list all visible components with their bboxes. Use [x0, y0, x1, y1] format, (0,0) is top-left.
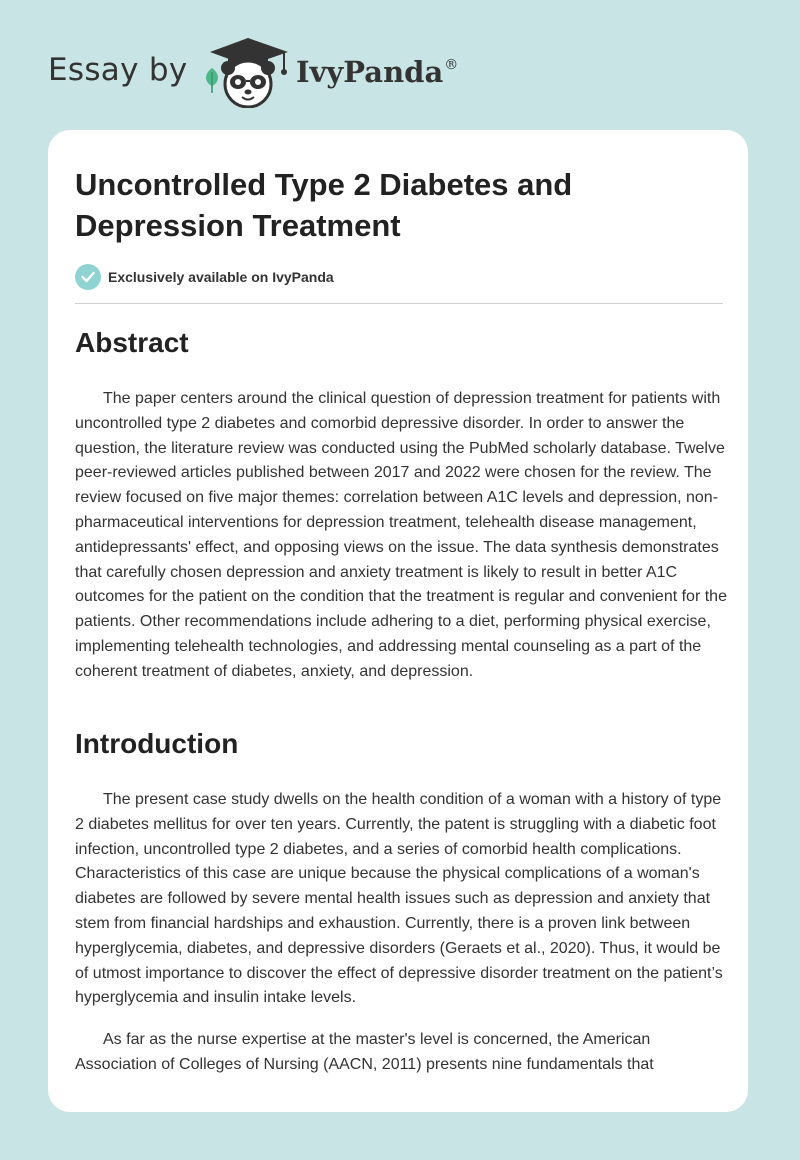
- article-card: [48, 130, 748, 1112]
- brand-name[interactable]: IvyPanda®: [296, 55, 459, 89]
- abstract-paragraph: The paper centers around the clinical question of depression treatment for patients with uncontrolled type 2 diabetes and comorbid depressive disorder. In order to answer the question, the literature review was conducted using the PubMed scholarly database. Twelve peer-reviewed articles published between 2017 and 2022 were chosen for the review. The review focused on five major themes: correlation between A1C levels and depression, non-pharmaceutical interventions for depression treatment, telehealth disease management, antidepressants' effect, and opposing views on the issue. The data synthesis demonstrates that carefully chosen depression and anxiety treatment is likely to result in better A1C outcomes for the patient on the condition that the treatment is regular and convenient for the patients. Other recommendations include adhering to a diet, performing physical exercise, implementing telehealth technologies, and addressing mental counseling as a part of the coherent treatment of diabetes, anxiety, and depression.: [75, 390, 727, 680]
- ivy-leaf-icon: [202, 66, 222, 94]
- introduction-paragraph-1: The present case study dwells on the health condition of a woman with a history of type 2 diabetes mellitus for over ten years. Currently, the patent is struggling with a diabetic foot infection, uncontrolled type 2 diabetes, and a series of comorbid health complications. Characteristics of this case are unique because the physical complications of a woman's diabetes are followed by severe mental health issues such as depression and anxiety that stem from financial hardships and exhaustion. Currently, there is a proven link between hyperglycemia, diabetes, and depressive disorders (Geraets et al., 2020). Thus, it would be of utmost importance to discover the effect of depressive disorder treatment on the patient’s hyperglycemia and insulin intake levels.: [75, 791, 723, 1007]
- check-icon: [75, 264, 101, 290]
- essay-by-label: Essay by: [48, 52, 188, 88]
- registered-mark: ®: [444, 57, 459, 73]
- abstract-heading: Abstract: [75, 327, 189, 358]
- badge-label: Exclusively available on IvyPanda: [108, 269, 334, 285]
- article-title: Uncontrolled Type 2 Diabetes and Depression Treatment: [75, 167, 573, 243]
- introduction-paragraph-2: As far as the nurse expertise at the master's level is concerned, the American Association of Colleges of Nursing (AACN, 2011) presents nine fundamentals that: [75, 1031, 654, 1073]
- divider: [75, 303, 723, 304]
- exclusive-badge: [75, 263, 334, 291]
- site-header: [0, 0, 800, 130]
- introduction-heading: Introduction: [75, 728, 239, 759]
